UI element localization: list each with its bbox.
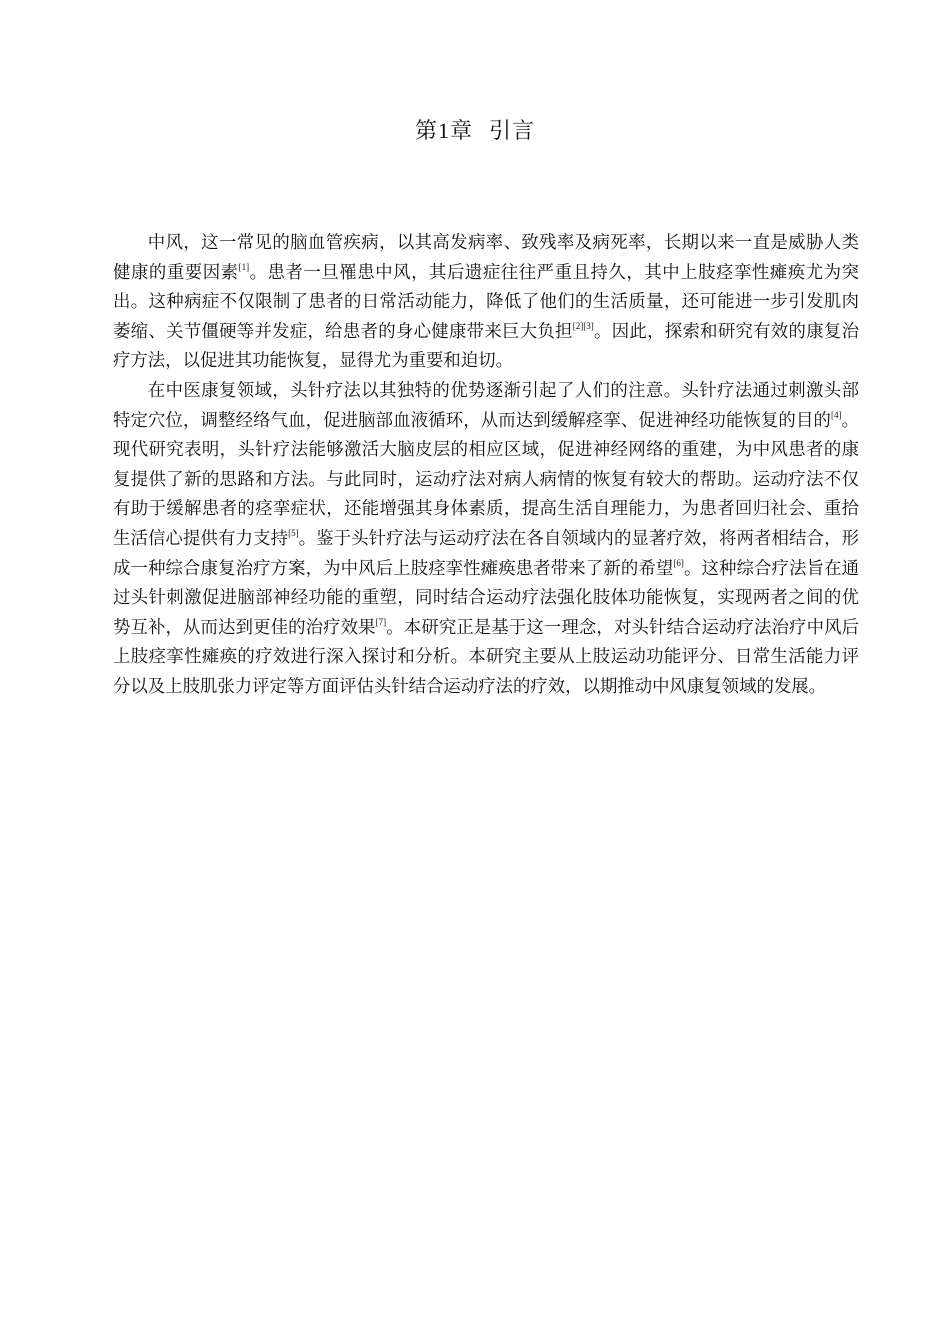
- citation-5: [5]: [288, 528, 299, 539]
- chapter-number: 1: [437, 118, 450, 143]
- chapter-heading: 引言: [489, 119, 536, 144]
- citation-7: [7]: [375, 616, 387, 627]
- paragraph-2: [113, 377, 859, 703]
- paragraph-text: 中风，这一常见的脑血管疾病，以其高发病率、致残率及病死率，长期以来一直是威胁人类健康的重要因素: [113, 233, 859, 283]
- citation-1: [1]: [238, 261, 250, 272]
- chapter-title: [0, 116, 950, 147]
- paragraph-text: 。患者一旦罹患中风，其后遗症往往严重且持久，其中上肢痉挛性瘫痪尤为突出。这种病症不仅限制了患者的日常活动能力，降低了他们的生活质量，还可能进一步引发肌肉萎缩、关节僵硬等并发症，给患者的身心健康带来巨大负担: [113, 262, 859, 342]
- paragraph-text: 。这种综合疗法旨在通过头针刺激促进脑部神经功能的重塑，同时结合运动疗法强化肢体功能恢复，实现两者之间的优势互补，从而达到更佳的治疗效果: [113, 558, 859, 638]
- citation-6: [6]: [673, 557, 684, 568]
- paragraph-text: 。鉴于头针疗法与运动疗法在各自领域内的显著疗效，将两者相结合，形成一种综合康复治疗方案，为中风后上肢痉挛性瘫痪患者带来了新的希望: [113, 528, 859, 579]
- paragraph-text: 在中医康复领域，头针疗法以其独特的优势逐渐引起了人们的注意。头针疗法通过刺激头部特定穴位，调整经络气血，促进脑部血液循环，从而达到缓解痉挛、促进神经功能恢复的目的: [113, 380, 859, 431]
- chapter-prefix: 第: [414, 119, 438, 144]
- chapter-suffix: 章: [449, 119, 473, 144]
- paragraph-text: 。因此，探索和研究有效的康复治疗方法，以促进其功能恢复，显得尤为重要和迫切。: [113, 321, 859, 372]
- paragraph-text: 。本研究正是基于这一理念，对头针结合运动疗法治疗中风后上肢痉挛性瘫痪的疗效进行深入探讨和分析。本研究主要从上肢运动功能评分、日常生活能力评分以及上肢肌张力评定等方面评估头针结合运动疗法的疗效，以期推动中风康复领域的发展。: [113, 617, 859, 697]
- paragraph-1: [113, 229, 859, 377]
- citation-4: [4]: [830, 409, 842, 420]
- paragraph-text: 。现代研究表明，头针疗法能够激活大脑皮层的相应区域，促进神经网络的重建，为中风患者的康复提供了新的思路和方法。与此同时，运动疗法对病人病情的恢复有较大的帮助。运动疗法不仅有助于缓解患者的痉挛症状，还能增强其身体素质，提高生活自理能力，为患者回归社会、重拾生活信心提供有力支持: [113, 410, 859, 549]
- citation-2-3: [2][3]: [572, 320, 594, 331]
- body-text: [113, 229, 859, 703]
